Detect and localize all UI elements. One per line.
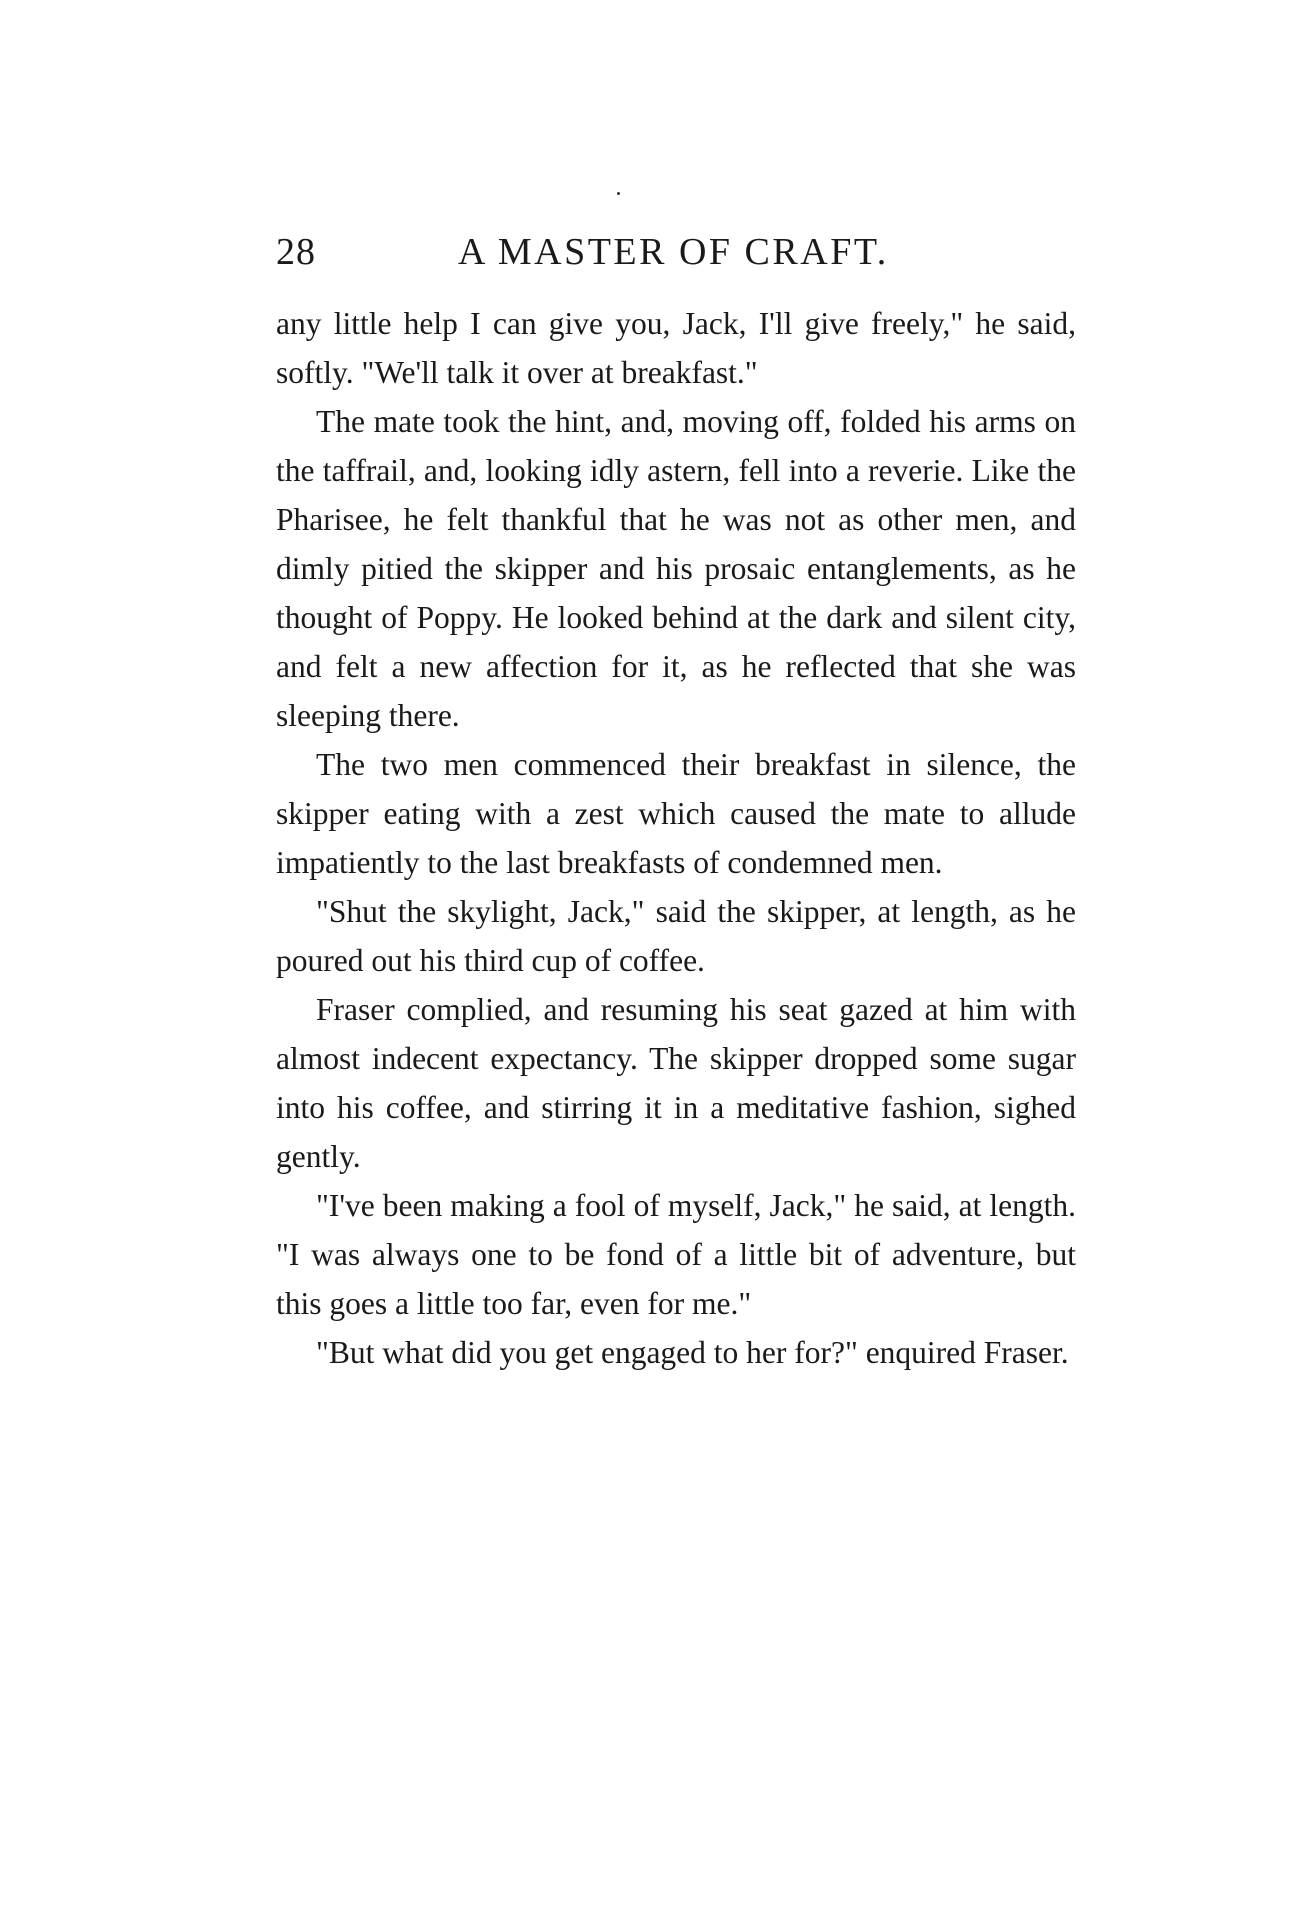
running-title: A MASTER OF CRAFT.	[458, 231, 889, 273]
paragraph-continued: any little help I can give you, Jack, I'll give freely," he said, softly. "We'll talk it over at breakfast."	[276, 306, 1076, 390]
body-text	[276, 299, 1076, 1377]
paragraph: "Shut the skylight, Jack," said the skipper, at length, as he poured out his third cup of coffee.	[276, 894, 1076, 978]
paragraph: The mate took the hint, and, moving off, folded his arms on the taffrail, and, looking idly astern, fell into a reverie. Like the Pharisee, he felt thankful that he was not as other men, and dimly pitied the skipper and his prosaic entanglements, as he thought of Poppy. He looked behind at the dark and silent city, and felt a new affection for it, as he reflected that she was sleeping there.	[276, 404, 1076, 733]
page-header	[276, 222, 1096, 282]
page-number: 28	[276, 231, 316, 273]
paragraph: Fraser complied, and resuming his seat gazed at him with almost indecent expectancy. The skipper dropped some sugar into his coffee, and stirring it in a meditative fashion, sighed gently.	[276, 992, 1076, 1174]
print-speck	[617, 192, 620, 195]
paragraph: "But what did you get engaged to her for?" enquired Fraser.	[316, 1335, 1069, 1370]
paragraph: The two men commenced their breakfast in silence, the skipper eating with a zest which caused the mate to allude impatiently to the last breakfasts of condemned men.	[276, 747, 1076, 880]
paragraph: "I've been making a fool of myself, Jack," he said, at length. "I was always one to be fond of a little bit of adventure, but this goes a little too far, even for me."	[276, 1188, 1076, 1321]
